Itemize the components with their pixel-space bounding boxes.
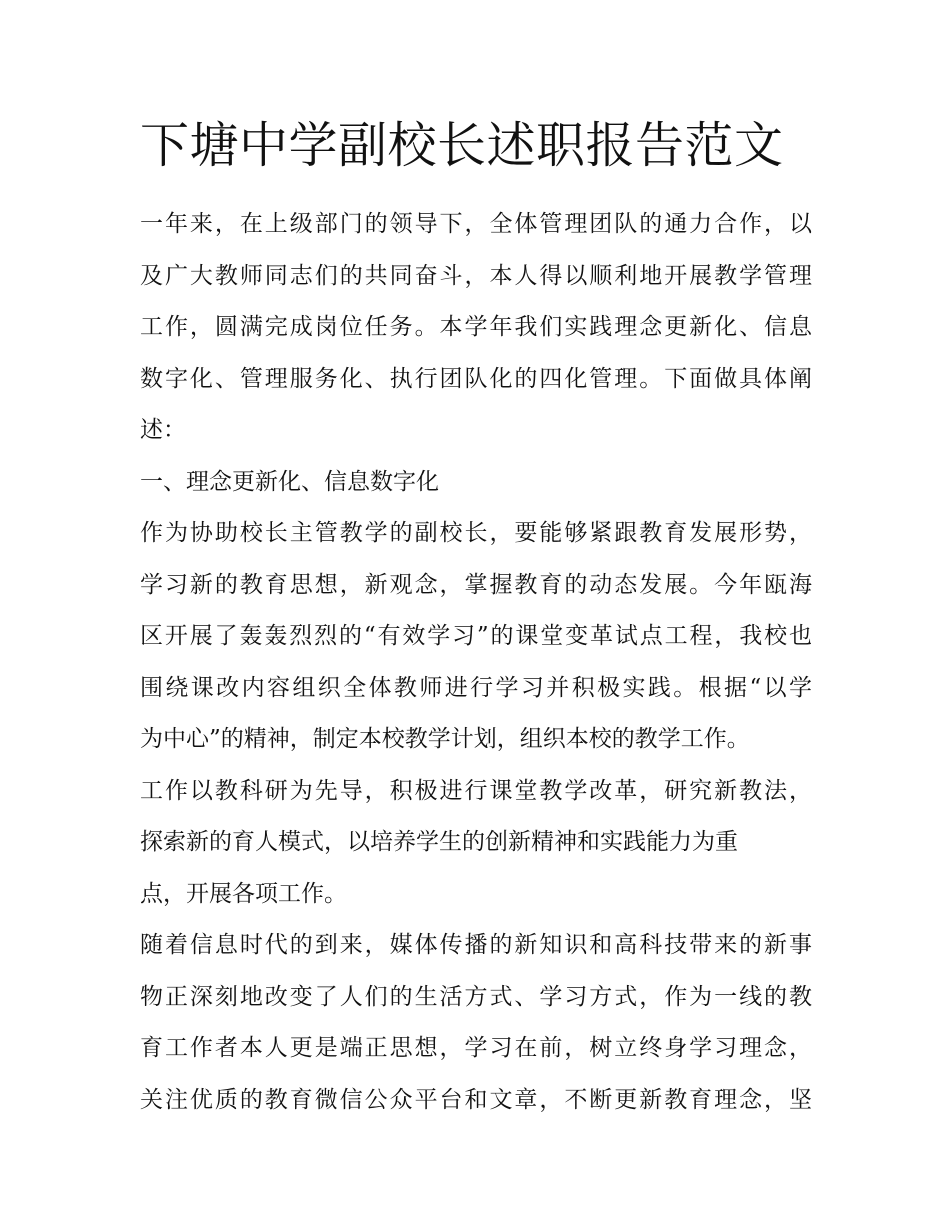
section-heading: 一、理念更新化、信息数字化 bbox=[140, 468, 439, 495]
body-line: 区开展了轰轰烈烈的“有效学习”的课堂变革试点工程，我校也 bbox=[140, 623, 812, 649]
body-line: 物正深刻地改变了人们的生活方式、学习方式，作为一线的教 bbox=[140, 983, 812, 1010]
body-line: 为中心”的精神，制定本校教学计划，组织本校的教学工作。 bbox=[140, 726, 750, 752]
body-line: 关注优质的教育微信公众平台和文章，不断更新教育理念，坚 bbox=[140, 1086, 812, 1113]
body-line: 作为协助校长主管教学的副校长，要能够紧跟教育发展形势， bbox=[140, 520, 812, 546]
body-line: 工作以教科研为先导，积极进行课堂教学改革，研究新教法， bbox=[140, 777, 812, 804]
body-line: 及广大教师同志们的共同奋斗，本人得以顺利地开展教学管理 bbox=[140, 262, 812, 289]
body-line: 一年来，在上级部门的领导下，全体管理团队的通力合作，以 bbox=[140, 211, 812, 237]
body-line: 工作，圆满完成岗位任务。本学年我们实践理念更新化、信息 bbox=[140, 314, 812, 340]
body-line: 数字化、管理服务化、执行团队化的四化管理。下面做具体阐 bbox=[140, 365, 812, 392]
body-line: 探索新的育人模式，以培养学生的创新精神和实践能力为重 bbox=[140, 829, 738, 855]
body-line: 学习新的教育思想，新观念，掌握教育的动态发展。今年瓯海 bbox=[140, 571, 812, 598]
body-line: 育工作者本人更是端正思想，学习在前，树立终身学习理念， bbox=[140, 1035, 812, 1061]
body-line: 点，开展各项工作。 bbox=[140, 880, 347, 907]
body-line: 围绕课改内容组织全体教师进行学习并积极实践。根据“以学 bbox=[140, 674, 812, 701]
body-line: 随着信息时代的到来，媒体传播的新知识和高科技带来的新事 bbox=[140, 932, 812, 958]
body-line: 述： bbox=[140, 417, 186, 443]
document-body bbox=[140, 199, 812, 1126]
document-title: 下塘中学副校长述职报告范文 bbox=[140, 117, 784, 174]
